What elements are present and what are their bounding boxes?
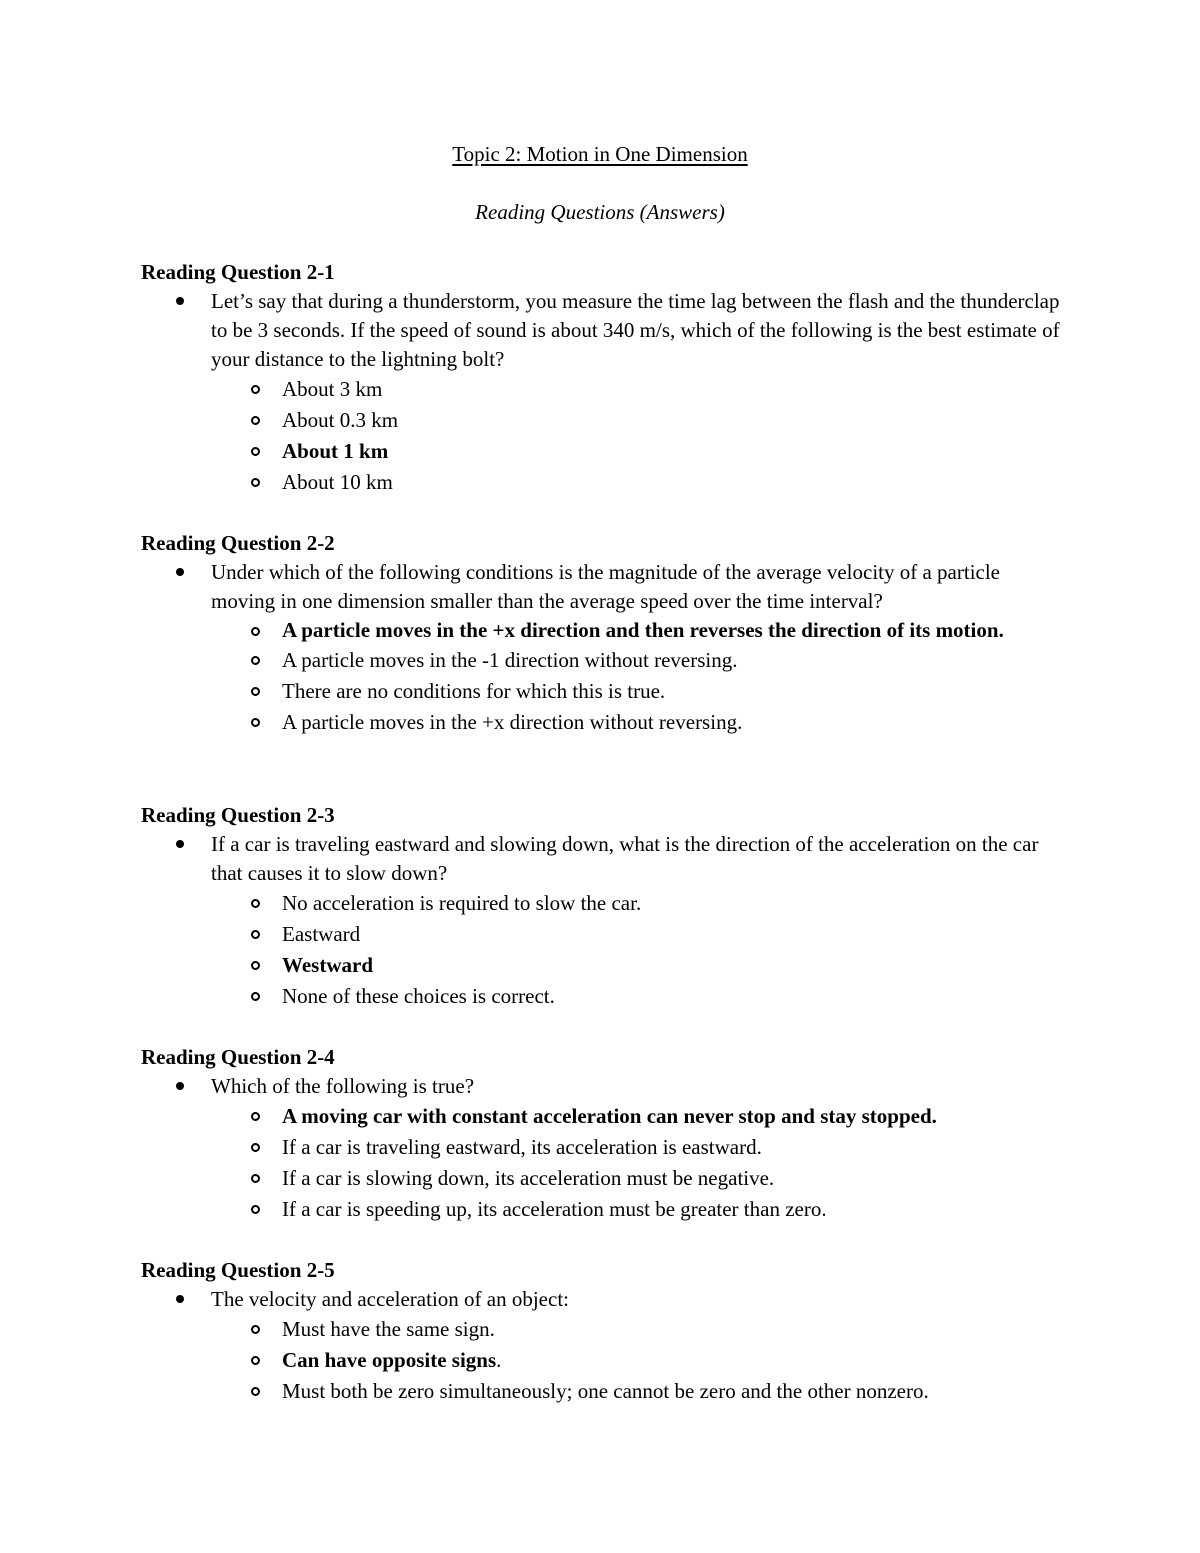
- answer-text: A moving car with constant acceleration can never stop and stay stopped.: [282, 1104, 937, 1128]
- circle-bullet-icon: [251, 930, 260, 939]
- answer-option: [141, 1314, 1061, 1345]
- answer-options: [141, 1314, 1061, 1407]
- answer-option: [141, 676, 1061, 707]
- answer-option: [141, 919, 1061, 950]
- circle-bullet-icon: [251, 687, 260, 696]
- answer-options: [141, 888, 1061, 1012]
- answer-text: If a car is slowing down, its acceleration must be negative.: [282, 1166, 775, 1190]
- question-2-4: [141, 1042, 1061, 1225]
- answer-option: [141, 467, 1061, 498]
- answer-text: About 1 km: [282, 439, 389, 463]
- answer-text: Westward: [282, 953, 373, 977]
- answer-options: [141, 374, 1061, 498]
- circle-bullet-icon: [251, 478, 260, 487]
- answer-text: About 0.3 km: [282, 408, 399, 432]
- circle-bullet-icon: [251, 416, 260, 425]
- answer-suffix: .: [496, 1348, 502, 1372]
- question-2-5: [141, 1255, 1061, 1407]
- answer-text: If a car is speeding up, its acceleration must be greater than zero.: [282, 1197, 827, 1221]
- question-prompt: Under which of the following conditions is the magnitude of the average velocity of a particle moving in one dimension smaller than the average speed over the time interval?: [211, 560, 1001, 613]
- circle-bullet-icon: [251, 1205, 260, 1214]
- document-title: Topic 2: Motion in One Dimension: [452, 142, 748, 166]
- answer-option: [141, 1194, 1061, 1225]
- circle-bullet-icon: [251, 1325, 260, 1334]
- answer-option: [141, 981, 1061, 1012]
- bullet-icon: [176, 297, 184, 305]
- answer-text: None of these choices is correct.: [282, 984, 555, 1008]
- circle-bullet-icon: [251, 656, 260, 665]
- answer-option-correct: [141, 950, 1061, 981]
- bullet-icon: [176, 840, 184, 848]
- answer-text: About 10 km: [282, 470, 393, 494]
- circle-bullet-icon: [251, 899, 260, 908]
- question-2-1: [141, 257, 1061, 498]
- answer-text: Must have the same sign.: [282, 1317, 495, 1341]
- answer-text: Can have opposite signs: [282, 1348, 497, 1372]
- answer-text: About 3 km: [282, 377, 383, 401]
- bullet-icon: [176, 1082, 184, 1090]
- circle-bullet-icon: [251, 1174, 260, 1183]
- answer-option-correct: [141, 1101, 1061, 1132]
- question-2-3: [141, 800, 1061, 1012]
- answer-text: No acceleration is required to slow the car.: [282, 891, 642, 915]
- circle-bullet-icon: [251, 385, 260, 394]
- answer-option: [141, 1376, 1061, 1407]
- question-heading: Reading Question 2-2: [141, 531, 335, 555]
- answer-option: [141, 1132, 1061, 1163]
- answer-option: [141, 405, 1061, 436]
- answer-option: [141, 645, 1061, 676]
- answer-option: [141, 888, 1061, 919]
- answer-option-correct: [141, 616, 1061, 645]
- circle-bullet-icon: [251, 447, 260, 456]
- circle-bullet-icon: [251, 1112, 260, 1121]
- question-prompt: If a car is traveling eastward and slowing down, what is the direction of the acceleration on the car that causes it to slow down?: [211, 832, 1039, 885]
- question-2-2: [141, 528, 1061, 738]
- answer-option: [141, 374, 1061, 405]
- question-prompt: Let’s say that during a thunderstorm, you measure the time lag between the flash and the thunderclap to be 3 seconds. If the speed of sound is about 340 m/s, which of the following is the best estimate of your distance to the lightning bolt?: [211, 289, 1060, 371]
- question-heading: Reading Question 2-3: [141, 803, 335, 827]
- answer-options: [141, 1101, 1061, 1225]
- bullet-icon: [176, 568, 184, 576]
- question-prompt: Which of the following is true?: [211, 1074, 475, 1098]
- question-prompt-item: [141, 287, 1061, 374]
- question-prompt-item: [141, 1072, 1061, 1101]
- answer-text: Eastward: [282, 922, 361, 946]
- question-heading: Reading Question 2-4: [141, 1045, 335, 1069]
- answer-text: A particle moves in the +x direction and then reverses the direction of its motion.: [282, 618, 1004, 642]
- answer-text: A particle moves in the -1 direction without reversing.: [282, 648, 738, 672]
- circle-bullet-icon: [251, 992, 260, 1001]
- question-prompt-item: [141, 1285, 1061, 1314]
- circle-bullet-icon: [251, 1356, 260, 1365]
- answer-options: [141, 616, 1061, 738]
- answer-option: [141, 707, 1061, 738]
- answer-option-correct: [141, 436, 1061, 467]
- question-prompt: The velocity and acceleration of an object:: [211, 1287, 569, 1311]
- question-heading: Reading Question 2-1: [141, 260, 335, 284]
- bullet-icon: [176, 1295, 184, 1303]
- question-prompt-item: [141, 558, 1061, 616]
- question-heading: Reading Question 2-5: [141, 1258, 335, 1282]
- answer-text: There are no conditions for which this is true.: [282, 679, 666, 703]
- circle-bullet-icon: [251, 627, 260, 636]
- answer-option-correct: [141, 1345, 1061, 1376]
- circle-bullet-icon: [251, 961, 260, 970]
- circle-bullet-icon: [251, 1387, 260, 1396]
- answer-text: If a car is traveling eastward, its acceleration is eastward.: [282, 1135, 762, 1159]
- answer-text: Must both be zero simultaneously; one cannot be zero and the other nonzero.: [282, 1379, 929, 1403]
- circle-bullet-icon: [251, 1143, 260, 1152]
- document-subtitle: Reading Questions (Answers): [475, 200, 725, 224]
- answer-text: A particle moves in the +x direction without reversing.: [282, 710, 743, 734]
- circle-bullet-icon: [251, 718, 260, 727]
- question-prompt-item: [141, 830, 1061, 888]
- answer-option: [141, 1163, 1061, 1194]
